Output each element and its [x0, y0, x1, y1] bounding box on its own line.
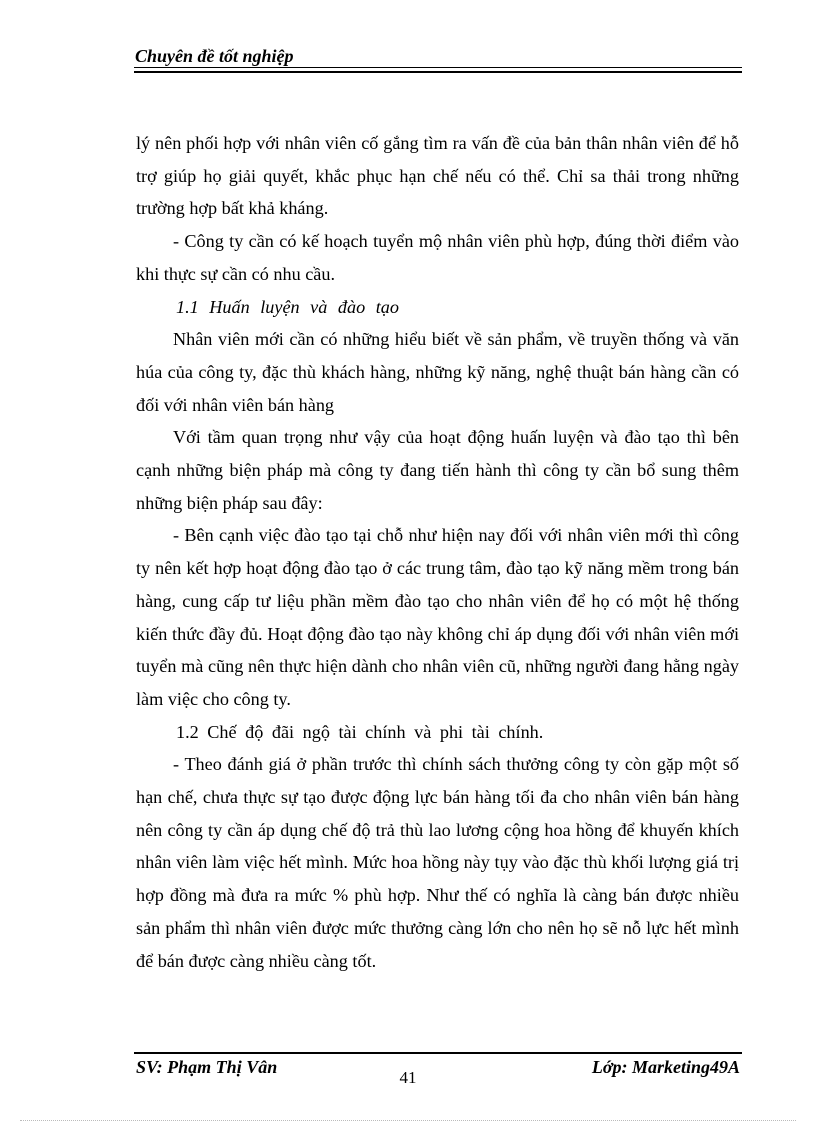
- paragraph-3: Nhân viên mới cần có những hiểu biết về sản phẩm, về truyền thống và văn húa của công ty, đặc thù khách hàng, những kỹ năng, nghệ thuật bán hàng cần có đối với nhân viên bán hàng: [136, 329, 739, 415]
- paragraph-5: - Bên cạnh việc đào tạo tại chỗ như hiện nay đối với nhân viên mới thì công ty nên kết hợp hoạt động đào tạo ở các trung tâm, đào tạo kỹ năng mềm trong bán hàng, cung cấp tư liệu phần mềm đào tạo cho nhân viên để họ có một hệ thống kiến thức đầy đủ. Hoạt động đào tạo này không chỉ áp dụng đối với nhân viên mới tuyển mà cũng nên thực hiện dành cho nhân viên cũ, những người đang hằng ngày làm việc cho công ty.: [136, 525, 739, 709]
- header-divider-thick: [134, 71, 742, 73]
- paragraph-2: - Công ty cần có kế hoạch tuyển mộ nhân viên phù hợp, đúng thời điểm vào khi thực sự cần có nhu cầu.: [136, 231, 739, 284]
- page-number: 41: [399, 1068, 417, 1087]
- header-divider: [134, 67, 742, 68]
- section-heading-1-2: 1.2 Chế độ đãi ngộ tài chính và phi tài chính.: [176, 721, 544, 742]
- footer-divider: [134, 1052, 742, 1054]
- paragraph-1: lý nên phối hợp với nhân viên cố gắng tìm ra vấn đề của bản thân nhân viên để hỗ trợ giúp họ giải quyết, khắc phục hạn chế nếu có thể. Chỉ sa thải trong những trường hợp bất khả kháng.: [136, 133, 739, 219]
- header-title: Chuyên đề tốt nghiệp: [135, 46, 294, 66]
- paragraph-6: - Theo đánh giá ở phần trước thì chính sách thưởng công ty còn gặp một số hạn chế, chưa thực sự tạo được động lực bán hàng tối đa cho nhân viên bán hàng nên công ty cần áp dụng chế độ trả thù lao lương cộng hoa hồng để khuyến khích nhân viên làm việc hết mình. Mức hoa hồng này tụy vào đặc thù khối lượng giá trị hợp đồng mà đưa ra mức % phù hợp. Như thế có nghĩa là càng bán được nhiều sản phẩm thì nhân viên được mức thưởng càng lớn cho nên họ sẽ nỗ lực hết mình để bán được càng nhiều càng tốt.: [136, 754, 739, 971]
- section-heading-1-1: 1.1 Huấn luyện và đào tạo: [176, 296, 399, 317]
- paragraph-4: Với tầm quan trọng như vậy của hoạt động huấn luyện và đào tạo thì bên cạnh những biện pháp mà công ty đang tiến hành thì công ty cần bổ sung thêm những biện pháp sau đây:: [136, 427, 739, 513]
- footer-class-name: Lớp: Marketing49A: [591, 1057, 740, 1077]
- page-edge-line: [20, 1120, 796, 1121]
- document-body: [136, 127, 739, 977]
- footer-student-name: SV: Phạm Thị Vân: [136, 1057, 278, 1077]
